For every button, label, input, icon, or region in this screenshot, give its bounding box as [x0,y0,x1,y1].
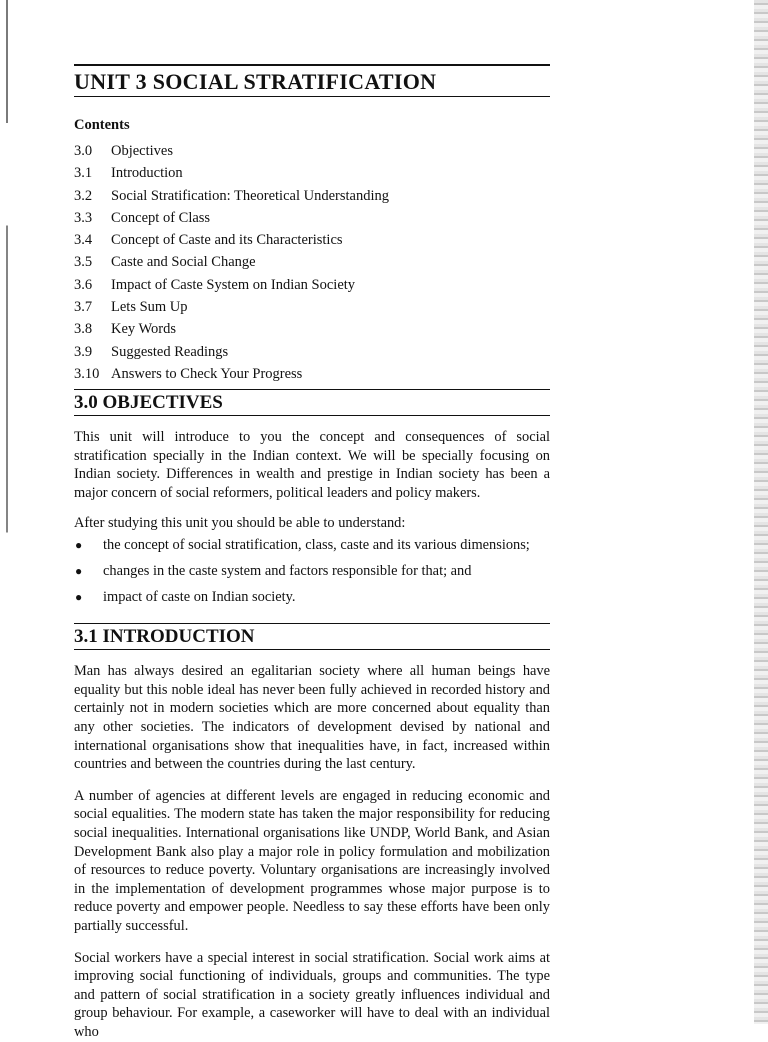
introduction-header [74,623,550,650]
list-item [74,558,550,584]
objectives-lead-in: After studying this unit you should be able to understand: [74,514,406,531]
scan-right-edge [754,0,768,1024]
introduction-paragraph: Man has always desired an egalitarian society where all human beings have equality but this noble ideal has never been fully achieved in recorded history and certainly not in modern societies which are more concerned about equality than any other societies. The indicators of development devised by national and international organisations show that inequalities have, in fact, increased within countries and between the countries during the last century. [74,663,550,773]
bullet-icon: ● [75,564,83,579]
toc-label: Suggested Readings [111,343,229,360]
toc-number: 3.5 [74,254,93,271]
toc-label: Impact of Caste System on Indian Society [111,276,356,293]
list-item-text: impact of caste on Indian society. [103,589,296,606]
toc-label: Social Stratification: Theoretical Understanding [111,187,389,204]
toc-number: 3.1 [74,165,93,182]
introduction-paragraph: A number of agencies at different levels are engaged in reducing economic and social equalities. The modern state has taken the major responsibility for reducing social inequalities. International organisations like UNDP, World Bank, and Asian Development Bank also play a major role in policy formulation and mobilization of resources to reduce poverty. Voluntary organisations are increasingly involved in the implementation of development programmes whose major purpose is to reduce poverty and empower people. Needless to say these efforts have been only partially successful. [74,787,550,934]
toc-number: 3.6 [74,276,93,293]
toc-number: 3.3 [74,209,93,226]
introduction-title: 3.1 INTRODUCTION [74,626,255,648]
objectives-list [74,532,550,610]
unit-header [74,64,550,97]
objectives-paragraph: This unit will introduce to you the concept and consequences of social stratification specially in the Indian context. We will be specially focusing on Indian society. Differences in wealth and prestige in Indian society has been a major concern of social reformers, political leaders and policy makers. [74,429,550,502]
toc-item [74,251,550,273]
toc-item [74,207,550,229]
toc-label: Caste and Social Change [111,254,256,271]
toc-label: Concept of Class [111,209,211,226]
list-item-text: the concept of social stratification, class, caste and its various dimensions; [103,537,530,554]
contents-heading: Contents [74,117,130,133]
document-page [74,64,550,1042]
unit-title: UNIT 3 SOCIAL STRATIFICATION [74,69,437,94]
list-item [74,584,550,610]
list-item-text: changes in the caste system and factors responsible for that; and [103,563,472,580]
introduction-paragraph: Social workers have a special interest in social stratification. Social work aims at improving social functioning of individuals, groups and communities. The type and pattern of social stratification in a society greatly influences individual and group behaviour. For example, a caseworker will have to deal with an individual who [74,949,550,1040]
bullet-icon: ● [75,538,83,553]
toc-item [74,296,550,318]
list-item [74,532,550,558]
toc-label: Lets Sum Up [111,299,188,316]
toc-label: Objectives [111,143,174,159]
toc-number: 3.4 [74,232,93,249]
toc-item [74,274,550,296]
toc-number: 3.8 [74,321,93,338]
table-of-contents [74,140,550,385]
scan-left-edge [6,0,8,1024]
toc-label: Answers to Check Your Progress [111,365,303,382]
toc-item [74,363,550,385]
toc-item [74,140,550,162]
toc-number: 3.7 [74,299,93,316]
toc-item [74,341,550,363]
toc-label: Introduction [111,165,183,182]
bullet-icon: ● [75,590,83,605]
toc-number: 3.0 [74,143,93,159]
objectives-title: 3.0 OBJECTIVES [74,392,223,414]
toc-number: 3.2 [74,187,93,204]
toc-item [74,185,550,207]
toc-item [74,229,550,251]
toc-number: 3.9 [74,343,93,360]
toc-label: Concept of Caste and its Characteristics [111,232,343,249]
toc-item [74,318,550,340]
toc-label: Key Words [111,321,177,338]
toc-number: 3.10 [74,365,100,382]
toc-item [74,162,550,184]
objectives-header [74,389,550,416]
